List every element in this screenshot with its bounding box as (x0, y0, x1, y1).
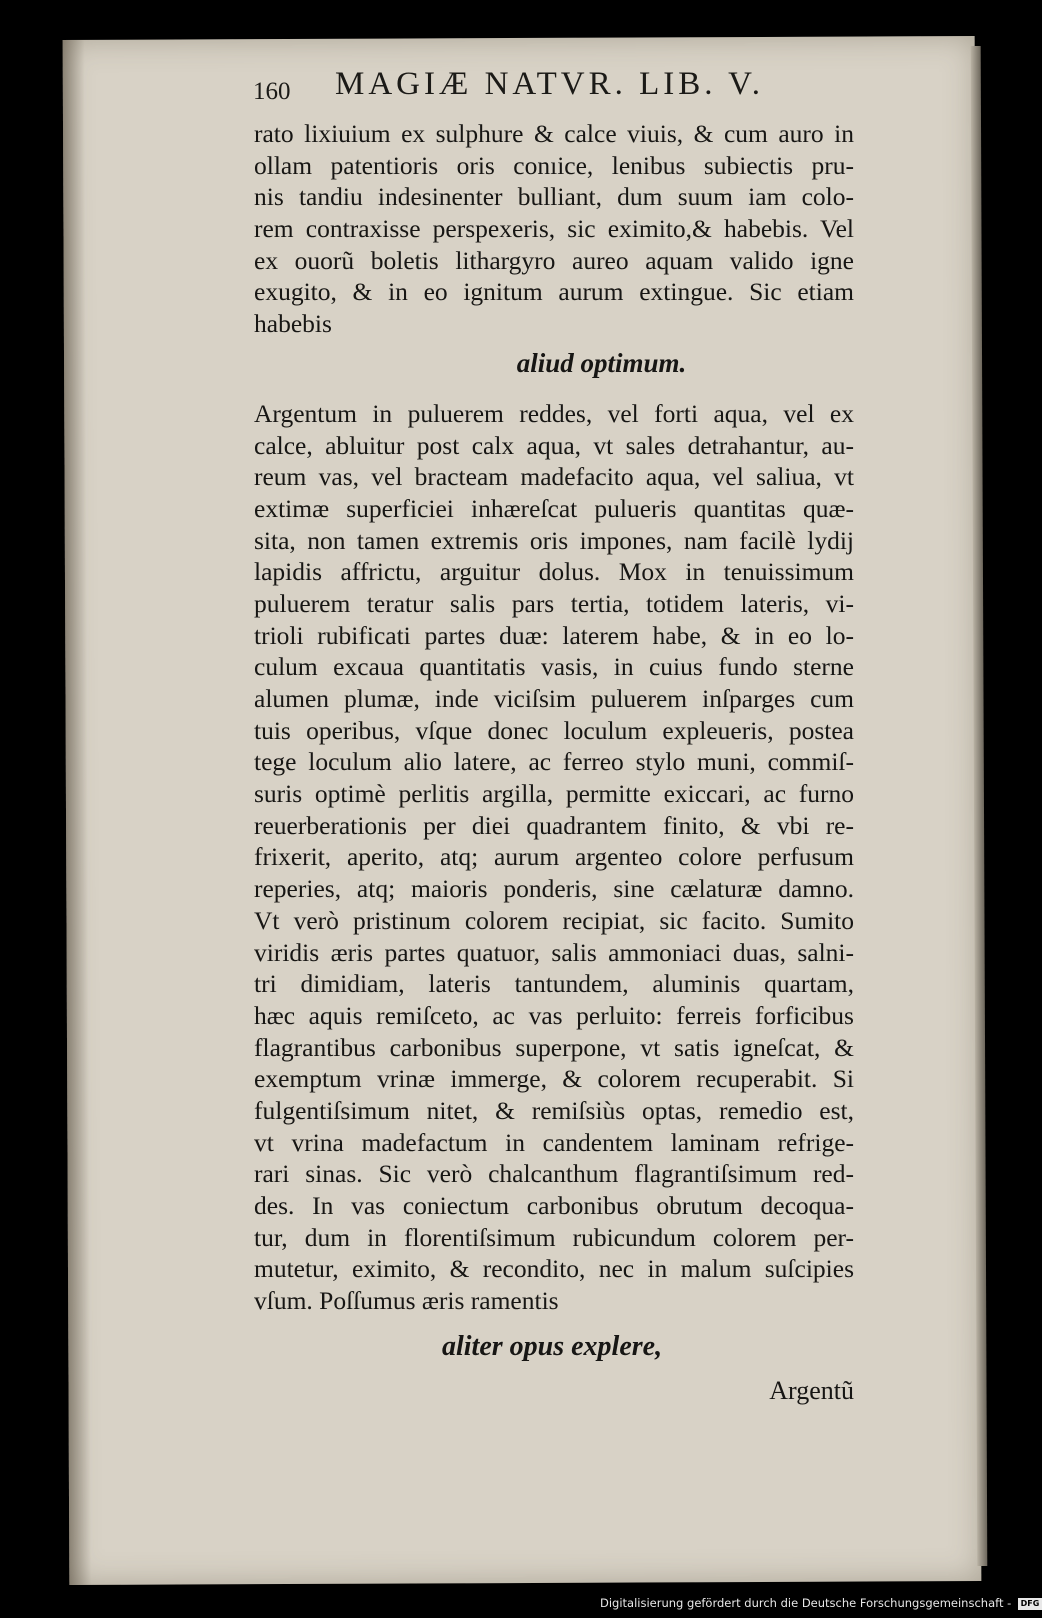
text-line: exemptum vrinæ immerge, & colorem recuperabit. Si (254, 1064, 854, 1094)
text-line: alumen plumæ, inde viciſsim puluerem inſparges cum (254, 684, 854, 713)
text-line: reuerberationis per diei quadrantem finito, & vbi re- (254, 810, 854, 840)
text-line: reperies, atq; maioris ponderis, sine cælaturæ damno. (254, 874, 854, 904)
page-edge (971, 46, 988, 1566)
body-text (254, 118, 854, 1409)
text-line: flagrantibus carbonibus superpone, vt satis igneſcat, & (254, 1032, 854, 1062)
text-line: habebis (254, 309, 332, 339)
page-number: 160 (253, 78, 291, 105)
text-line: extimæ superficiei inhæreſcat pulueris quantitas quæ- (254, 493, 854, 523)
dfg-logo-icon: DFG (1018, 1598, 1042, 1610)
text-line: mutetur, eximito, & recondito, nec in malum suſcipies (254, 1254, 854, 1284)
text-line: ollam patentioris oris conıice, lenibus subiectis pru- (254, 150, 854, 180)
text-line: rato lixiuium ex sulphure & calce viuis, & cum auro in (254, 119, 854, 148)
text-line: vſum. Poſſumus æris ramentis (254, 1286, 559, 1316)
digitization-footer (600, 1596, 1040, 1614)
text-line: hæc aquis remiſceto, ac vas perluito: ferreis forficibus (254, 1000, 854, 1030)
subheading-aliter-opus-explere: aliter opus explere, (442, 1330, 663, 1362)
text-line: calce, abluitur post calx aqua, vt sales detrahantur, au- (254, 430, 854, 460)
text-line: puluerem teratur salis pars tertia, totidem lateris, vi- (254, 588, 854, 618)
text-line: nis tandiu indesinenter bulliant, dum suum iam colo- (254, 182, 854, 212)
subheading-aliud-optimum: aliud optimum. (516, 347, 687, 378)
text-line: Vt verò pristinum colorem recipiat, sic facito. Sumito (254, 905, 854, 935)
text-line: culum excaua quantitatis vasis, in cuius fundo sterne (254, 652, 854, 682)
text-line: vt vrina madefactum in candentem laminam refrige- (254, 1127, 854, 1157)
text-line: tur, dum in florentiſsimum rubicundum colorem per- (254, 1222, 854, 1252)
text-line: reum vas, vel bracteam madefacito aqua, vel saliua, vt (254, 462, 854, 492)
text-line: fulgentiſsimum nitet, & remiſsiùs optas, remedio est, (254, 1095, 854, 1125)
catchword: Argentũ (769, 1375, 854, 1405)
text-line: lapidis affrictu, arguitur dolus. Mox in tenuissimum (254, 557, 854, 587)
paragraph-1 (254, 118, 854, 340)
text-line: rari sinas. Sic verò chalcanthum flagrantiſsimum red- (254, 1159, 854, 1189)
text-line: des. In vas coniectum carbonibus obrutum decoqua- (254, 1191, 854, 1220)
text-line: ex ouorũ boletis lithargyro aureo aquam valido igne (254, 245, 854, 275)
text-line: exugito, & in eo ignitum aurum extingue. Sic etiam (254, 277, 854, 307)
text-line: tri dimidiam, lateris tantundem, aluminis quartam, (254, 969, 854, 999)
page-header (253, 66, 833, 106)
text-line: Argentum in puluerem reddes, vel forti aqua, vel ex (254, 398, 854, 428)
text-line: rem contraxisse perspexeris, sic eximito,& habebis. Vel (254, 214, 854, 244)
text-line: frixerit, aperito, atq; aurum argenteo colore perfusum (254, 842, 854, 872)
text-line: tuis operibus, vſque donec loculum expleueris, postea (254, 715, 854, 745)
page-gutter-shadow (63, 40, 92, 1585)
paragraph-2 (254, 398, 854, 1317)
text-line: suris optimè perlitis argilla, permitte exiccari, ac furno (254, 779, 854, 809)
text-line: sita, non tamen extremis oris impones, nam facilè lydij (254, 525, 854, 555)
text-line: viridis æris partes quatuor, salis ammoniaci duas, salni- (254, 937, 854, 967)
text-line: trioli rubificati partes duæ: laterem habe, & in eo lo- (254, 620, 854, 650)
text-line: tege loculum alio latere, ac ferreo stylo muni, commiſ- (254, 747, 854, 777)
running-head: MAGIÆ NATVR. LIB. V. (335, 66, 764, 102)
footer-text: Digitalisierung gefördert durch die Deutsche Forschungsgemeinschaft - (600, 1596, 1012, 1610)
